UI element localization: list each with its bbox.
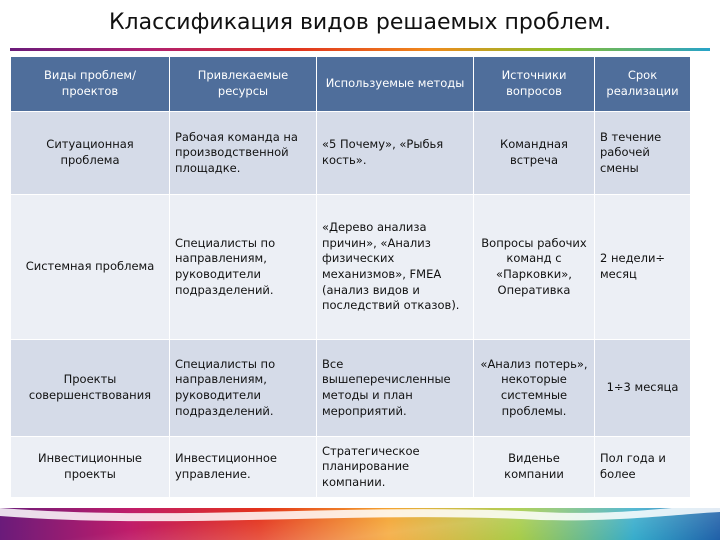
- cell-methods: «5 Почему», «Рыбья кость».: [317, 112, 473, 194]
- header-problem-type: Виды проблем/ проектов: [11, 57, 169, 111]
- cell-methods: Все вышеперечисленные методы и план мероприятий.: [317, 340, 473, 436]
- cell-problem-type: Проекты совершенствования: [11, 340, 169, 436]
- page-title: Классификация видов решаемых проблем.: [108, 10, 612, 35]
- table-row: [11, 437, 690, 497]
- header-sources: Источники вопросов: [474, 57, 594, 111]
- decorative-wave: [0, 500, 720, 540]
- cell-term: В течение рабочей смены: [595, 112, 690, 194]
- classification-table: [10, 56, 691, 498]
- cell-problem-type: Инвестиционные проекты: [11, 437, 169, 497]
- cell-sources: «Анализ потерь», некоторые системные проблемы.: [474, 340, 594, 436]
- header-term: Срок реализации: [595, 57, 690, 111]
- title-divider: [10, 48, 710, 51]
- cell-term: Пол года и более: [595, 437, 690, 497]
- table-header-row: [11, 57, 690, 111]
- cell-resources: Специалисты по направлениям, руководители подразделений.: [170, 195, 316, 339]
- cell-sources: Вопросы рабочих команд с «Парковки», Оперативка: [474, 195, 594, 339]
- cell-problem-type: Ситуационная проблема: [11, 112, 169, 194]
- cell-resources: Инвестиционное управление.: [170, 437, 316, 497]
- table-row: [11, 340, 690, 436]
- cell-resources: Рабочая команда на производственной площадке.: [170, 112, 316, 194]
- cell-resources: Специалисты по направлениям, руководители подразделений.: [170, 340, 316, 436]
- header-resources: Привлекаемые ресурсы: [170, 57, 316, 111]
- cell-sources: Виденье компании: [474, 437, 594, 497]
- cell-methods: «Дерево анализа причин», «Анализ физических механизмов», FMEA (анализ видов и последствий отказов).: [317, 195, 473, 339]
- cell-sources: Командная встреча: [474, 112, 594, 194]
- cell-term: 2 недели÷ месяц: [595, 195, 690, 339]
- cell-term: 1÷3 месяца: [595, 340, 690, 436]
- header-methods: Используемые методы: [317, 57, 473, 111]
- table-row: [11, 112, 690, 194]
- cell-problem-type: Системная проблема: [11, 195, 169, 339]
- cell-methods: Стратегическое планирование компании.: [317, 437, 473, 497]
- table-row: [11, 195, 690, 339]
